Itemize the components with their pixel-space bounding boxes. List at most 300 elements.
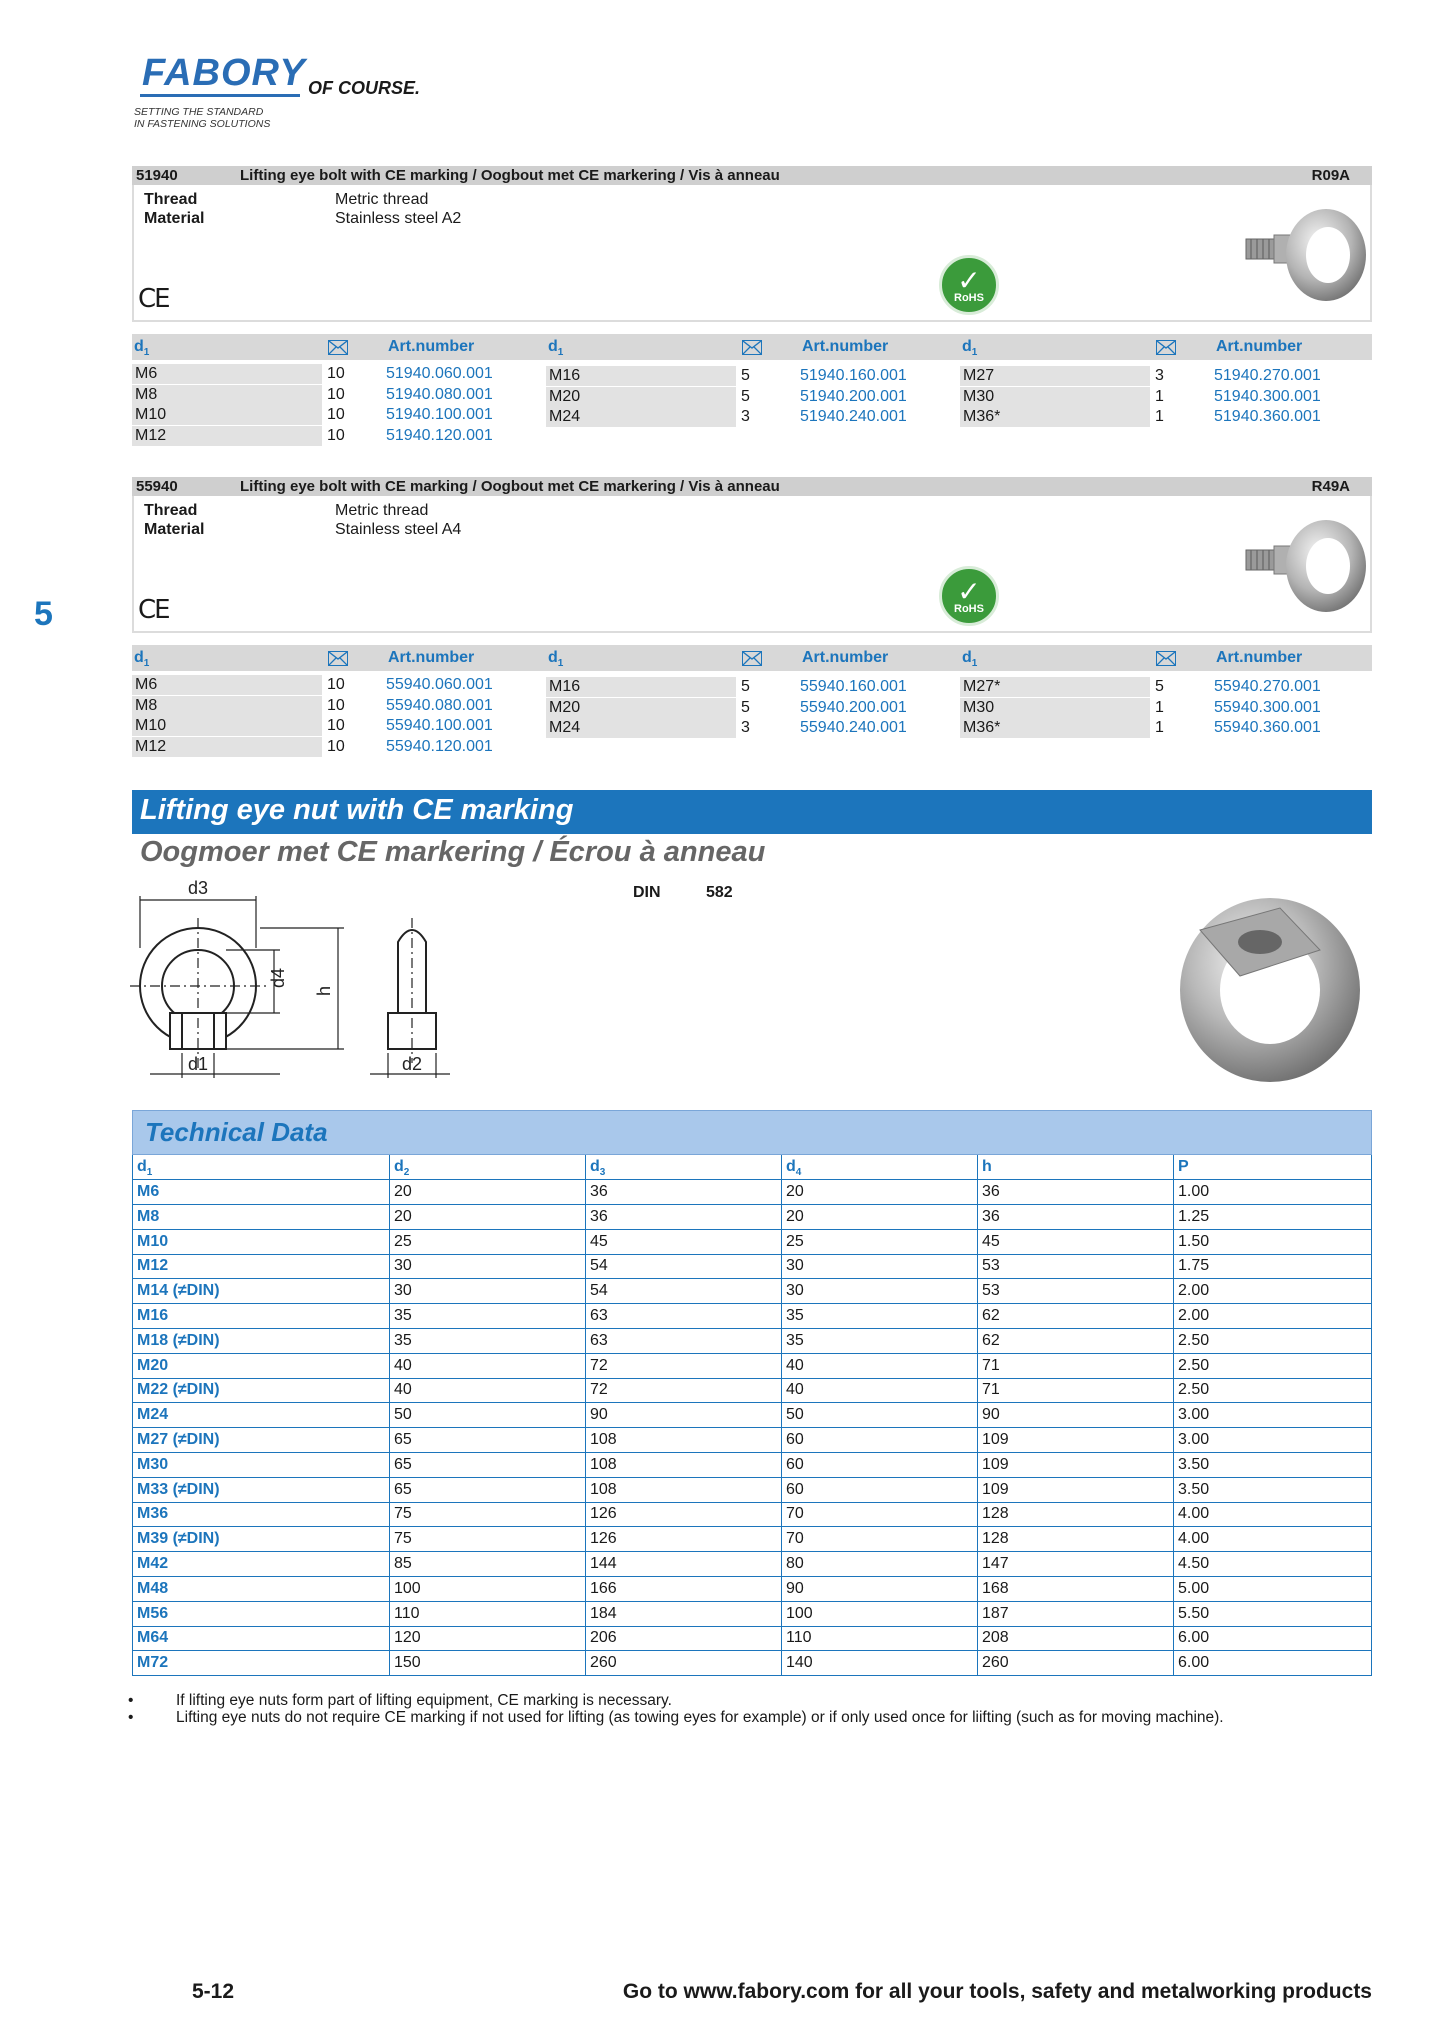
table-cell: 100 [389,1577,585,1602]
article-d1: M16 [546,366,736,386]
table-cell: 63 [585,1304,781,1329]
table-cell: 184 [585,1602,781,1627]
article-d1: M10 [132,716,322,736]
article-d1: M27 [960,366,1150,386]
article-d1: M30 [960,698,1150,718]
technical-column-header: h [977,1155,1173,1180]
table-cell: 108 [585,1478,781,1503]
table-cell: 4.50 [1173,1552,1373,1577]
thread-value: Metric thread [335,502,429,519]
technical-column-header: $d_2$ [389,1155,585,1180]
article-row [960,698,1370,718]
logo-tagline-2: IN FASTENING SOLUTIONS [134,118,271,130]
article-row [132,426,542,446]
column-art-number: Art.number [1216,338,1303,355]
check-icon: ✓ [957,265,981,296]
article-row [546,677,956,697]
table-cell: 20 [389,1205,585,1230]
column-d1: $d_1$ [548,338,564,359]
table-row [132,1651,1372,1676]
table-cell: 30 [389,1254,585,1279]
table-cell: M18 (≠DIN) [137,1331,220,1349]
article-row [960,718,1370,738]
table-cell: 50 [389,1403,585,1428]
table-cell: 2.50 [1173,1354,1373,1379]
table-cell: 128 [977,1502,1173,1527]
column-d1: $d_1$ [134,338,150,359]
table-cell: 260 [585,1651,781,1676]
table-cell: 110 [389,1602,585,1627]
product-ref: R49A [1311,478,1350,495]
table-cell: M6 [137,1183,160,1200]
product-block [132,166,1372,322]
label-h: h [314,985,334,996]
logo-tagline-1: SETTING THE STANDARD [134,106,264,118]
technical-data-title: Technical Data [145,1117,328,1147]
article-qty: 10 [327,676,345,693]
column-d1: $d_1$ [548,649,564,670]
table-cell: 110 [781,1626,977,1651]
product-block [132,477,1372,633]
table-cell: 109 [977,1453,1173,1478]
table-cell: 150 [389,1651,585,1676]
label-d2: d2 [402,1054,423,1074]
article-qty: 5 [1155,678,1164,695]
table-cell: 2.00 [1173,1279,1373,1304]
article-number-link[interactable]: 51940.060.001 [386,365,493,382]
table-cell: 166 [585,1577,781,1602]
table-cell: 40 [781,1378,977,1403]
column-d1: $d_1$ [962,649,978,670]
table-cell: 3.00 [1173,1428,1373,1453]
table-cell: 260 [977,1651,1173,1676]
material-label: Material [144,521,205,538]
table-cell: M39 (≠DIN) [137,1530,220,1548]
envelope-icon [328,651,348,666]
table-cell: 65 [389,1428,585,1453]
article-qty: 5 [741,678,750,695]
envelope-icon [742,651,762,666]
table-cell: M56 [137,1604,169,1622]
table-cell: 25 [781,1230,977,1255]
article-d1: M24 [546,718,736,738]
column-d1: $d_1$ [962,338,978,359]
table-cell: 85 [389,1552,585,1577]
product-title: Lifting eye bolt with CE marking / Oogbout met CE markering / Vis à anneau [240,478,780,495]
article-number-link[interactable]: 51940.270.001 [1214,367,1321,384]
article-row [960,387,1370,407]
table-cell: 20 [781,1180,977,1205]
section-title: Lifting eye nut with CE marking [140,794,574,826]
table-row [132,1304,1372,1329]
ce-mark: CE [138,595,169,625]
table-cell: 36 [977,1180,1173,1205]
column-art-number: Art.number [802,649,889,666]
envelope-icon [742,340,762,355]
product-header [132,166,1372,185]
table-cell: 20 [389,1180,585,1205]
article-d1: M8 [132,385,322,405]
article-number-link[interactable]: 51940.200.001 [800,387,907,405]
table-cell: 4.00 [1173,1527,1373,1552]
table-cell: 30 [781,1279,977,1304]
table-cell: 71 [977,1378,1173,1403]
article-number-link[interactable]: 55940.270.001 [1214,678,1321,695]
label-d4: d4 [268,967,288,988]
table-cell: 1.50 [1173,1230,1373,1255]
article-qty: 10 [327,426,345,444]
table-cell: M42 [137,1555,169,1572]
article-d1: M20 [546,698,736,718]
table-row [132,1354,1372,1379]
note-item: • Lifting eye nuts do not require CE marking if not used for lifting (as towing eyes for example) or if only used once for liifting (such as for moving machine). [128,1709,1224,1726]
logo-suffix: OF COURSE. [308,78,421,98]
table-cell: 40 [389,1354,585,1379]
page-number: 5-12 [192,1980,235,2003]
footer-text: Go to www.fabory.com for all your tools, safety and metalworking products [622,1980,1372,2003]
table-cell: 35 [781,1304,977,1329]
article-qty: 5 [741,698,750,716]
table-cell: 62 [977,1304,1173,1329]
fabory-logo [132,52,432,132]
table-cell: 36 [585,1205,781,1230]
table-row [132,1478,1372,1503]
article-qty: 1 [1155,698,1164,716]
logo-tagline [134,106,270,130]
table-cell: 144 [585,1552,781,1577]
article-row [132,385,542,405]
table-cell: 5.00 [1173,1577,1373,1602]
table-cell: 5.50 [1173,1602,1373,1627]
table-cell: 147 [977,1552,1173,1577]
article-row [132,716,542,736]
rohs-label: RoHS [954,292,984,304]
article-number-link[interactable]: 55940.300.001 [1214,698,1321,716]
article-qty: 10 [327,385,345,403]
table-cell: 108 [585,1453,781,1478]
article-qty: 1 [1155,719,1164,736]
thread-label: Thread [144,191,198,208]
table-cell: 109 [977,1478,1173,1503]
table-cell: 6.00 [1173,1626,1373,1651]
table-cell: M8 [137,1207,160,1225]
article-d1: M36* [960,407,1150,427]
table-cell: 54 [585,1254,781,1279]
table-cell: 90 [977,1403,1173,1428]
table-cell: 45 [977,1230,1173,1255]
article-row [960,677,1370,697]
technical-header-row [132,1155,1372,1180]
table-cell: 3.00 [1173,1403,1373,1428]
technical-column-header: $d_3$ [585,1155,781,1180]
article-d1: M12 [132,426,322,446]
table-cell: 70 [781,1527,977,1552]
table-row [132,1254,1372,1279]
product-code: 55940 [136,478,178,495]
logo-brand: FABORY [142,52,306,94]
section-title-bar [132,790,1372,834]
table-cell: 70 [781,1502,977,1527]
table-cell: 35 [781,1329,977,1354]
label-d3: d3 [188,878,209,898]
table-cell: M64 [137,1629,169,1647]
column-art-number: Art.number [1216,649,1303,666]
table-cell: 60 [781,1453,977,1478]
table-cell: 1.25 [1173,1205,1373,1230]
article-d1: M30 [960,387,1150,407]
material-row [144,520,461,539]
article-table [132,334,1372,444]
table-row [132,1453,1372,1478]
technical-data-table [132,1110,1372,1672]
table-cell: 140 [781,1651,977,1676]
thread-value: Metric thread [335,191,429,208]
column-d1: $d_1$ [134,649,150,670]
table-row [132,1552,1372,1577]
product-ref: R09A [1311,167,1350,184]
column-art-number: Art.number [388,338,475,355]
technical-drawing [130,878,470,1088]
material-value: Stainless steel A4 [335,521,462,538]
article-qty: 1 [1155,387,1164,405]
table-cell: 40 [781,1354,977,1379]
table-cell: 6.00 [1173,1651,1373,1676]
notes [128,1692,1224,1726]
article-number-link[interactable]: 55940.080.001 [386,696,493,714]
table-cell: 1.00 [1173,1180,1373,1205]
article-row [546,698,956,718]
envelope-icon [328,340,348,355]
article-qty: 10 [327,717,345,734]
thread-row [144,501,428,520]
article-number-link[interactable]: 51940.160.001 [800,367,907,384]
table-cell: 3.50 [1173,1453,1373,1478]
material-row [144,209,461,228]
table-cell: 126 [585,1527,781,1552]
eye-nut-image [1160,880,1370,1090]
table-row [132,1205,1372,1230]
article-qty: 3 [741,719,750,736]
table-cell: 75 [389,1527,585,1552]
table-row [132,1428,1372,1453]
product-title: Lifting eye bolt with CE marking / Oogbout met CE markering / Vis à anneau [240,167,780,184]
article-number-link[interactable]: 55940.160.001 [800,678,907,695]
table-cell: 80 [781,1552,977,1577]
column-art-number: Art.number [388,649,475,666]
article-qty: 3 [741,408,750,425]
table-cell: 62 [977,1329,1173,1354]
table-cell: 35 [389,1304,585,1329]
article-number-link[interactable]: 55940.120.001 [386,737,493,755]
article-row [132,696,542,716]
article-d1: M12 [132,737,322,757]
article-row [132,364,542,384]
table-row [132,1279,1372,1304]
material-label: Material [144,210,205,227]
din-label: DIN [633,884,661,901]
table-cell: 36 [585,1180,781,1205]
thread-label: Thread [144,502,198,519]
technical-data-header [132,1110,1372,1155]
table-row [132,1378,1372,1403]
column-art-number: Art.number [802,338,889,355]
din-value: 582 [706,884,733,901]
article-table-header [132,334,1372,360]
article-d1: M20 [546,387,736,407]
table-cell: M12 [137,1257,169,1275]
table-cell: 54 [585,1279,781,1304]
table-cell: 30 [389,1279,585,1304]
article-row [546,387,956,407]
table-cell: 53 [977,1254,1173,1279]
technical-column-header: $d_4$ [781,1155,977,1180]
table-cell: 35 [389,1329,585,1354]
product-body [132,496,1372,633]
table-cell: 65 [389,1453,585,1478]
article-d1: M27* [960,677,1150,697]
product-code: 51940 [136,167,178,184]
table-cell: 72 [585,1378,781,1403]
label-d1: d1 [188,1054,209,1074]
technical-column-header: P [1173,1155,1373,1180]
rohs-badge [939,255,999,315]
table-cell: 36 [977,1205,1173,1230]
table-cell: M48 [137,1579,169,1597]
article-d1: M6 [132,364,322,384]
article-qty: 10 [327,696,345,714]
technical-column-header: $d_1$ [137,1158,153,1179]
material-value: Stainless steel A2 [335,210,462,227]
article-qty: 5 [741,387,750,405]
envelope-icon [1156,651,1176,666]
product-header [132,477,1372,496]
table-cell: 63 [585,1329,781,1354]
product-body [132,185,1372,322]
article-table-header [132,645,1372,671]
table-cell: 25 [389,1230,585,1255]
table-cell: 53 [977,1279,1173,1304]
table-row [132,1180,1372,1205]
rohs-badge [939,566,999,626]
table-row [132,1502,1372,1527]
article-d1: M16 [546,677,736,697]
table-cell: 60 [781,1428,977,1453]
article-qty: 10 [327,406,345,423]
article-qty: 3 [1155,367,1164,384]
table-cell: 108 [585,1428,781,1453]
article-number-link[interactable]: 51940.240.001 [800,408,907,425]
envelope-icon [1156,340,1176,355]
table-cell: 90 [585,1403,781,1428]
table-cell: 71 [977,1354,1173,1379]
article-d1: M6 [132,675,322,695]
article-d1: M8 [132,696,322,716]
table-cell: M14 (≠DIN) [137,1282,220,1300]
table-row [132,1329,1372,1354]
table-cell: 126 [585,1502,781,1527]
table-row [132,1230,1372,1255]
article-row [132,737,542,757]
table-cell: 2.50 [1173,1378,1373,1403]
chapter-number: 5 [34,595,53,633]
article-number-link[interactable]: 55940.060.001 [386,676,493,693]
article-qty: 5 [741,367,750,384]
table-row [132,1626,1372,1651]
table-cell: M10 [137,1232,169,1250]
table-cell: 30 [781,1254,977,1279]
table-cell: M20 [137,1356,169,1374]
table-cell: M22 (≠DIN) [137,1381,220,1399]
article-table [132,645,1372,755]
article-qty: 10 [327,365,345,382]
table-cell: 109 [977,1428,1173,1453]
logo-underline [140,94,300,97]
note-item: • If lifting eye nuts form part of lifting equipment, CE marking is necessary. [128,1692,1224,1709]
table-cell: 2.00 [1173,1304,1373,1329]
article-number-link[interactable]: 55940.100.001 [386,717,493,734]
article-d1: M24 [546,407,736,427]
table-row [132,1602,1372,1627]
table-cell: 1.75 [1173,1254,1373,1279]
check-icon: ✓ [957,576,981,607]
table-cell: 206 [585,1626,781,1651]
article-number-link[interactable]: 51940.120.001 [386,426,493,444]
table-cell: 60 [781,1478,977,1503]
eye-bolt-image [1242,205,1368,305]
article-d1: M36* [960,718,1150,738]
article-number-link[interactable]: 51940.300.001 [1214,387,1321,405]
article-number-link[interactable]: 51940.360.001 [1214,408,1321,425]
article-number-link[interactable]: 51940.080.001 [386,385,493,403]
article-d1: M10 [132,405,322,425]
article-number-link[interactable]: 55940.360.001 [1214,719,1321,736]
table-cell: M72 [137,1654,169,1672]
table-cell: 187 [977,1602,1173,1627]
thread-row [144,190,428,209]
table-cell: 20 [781,1205,977,1230]
table-cell: 120 [389,1626,585,1651]
table-cell: 208 [977,1626,1173,1651]
table-row [132,1527,1372,1552]
table-cell: 90 [781,1577,977,1602]
article-row [960,407,1370,427]
table-cell: 2.50 [1173,1329,1373,1354]
article-row [132,675,542,695]
eye-bolt-image [1242,516,1368,616]
article-row [546,718,956,738]
table-cell: 4.00 [1173,1502,1373,1527]
article-row [960,366,1370,386]
table-cell: 3.50 [1173,1478,1373,1503]
table-cell: 40 [389,1378,585,1403]
article-row [546,407,956,427]
rohs-label: RoHS [954,603,984,615]
article-number-link[interactable]: 51940.100.001 [386,406,493,423]
table-cell: 72 [585,1354,781,1379]
table-cell: M16 [137,1307,169,1324]
table-cell: 75 [389,1502,585,1527]
article-number-link[interactable]: 55940.200.001 [800,698,907,716]
article-number-link[interactable]: 55940.240.001 [800,719,907,736]
table-cell: 128 [977,1527,1173,1552]
table-cell: M33 (≠DIN) [137,1480,220,1498]
table-cell: M24 [137,1406,169,1424]
table-cell: M27 (≠DIN) [137,1431,220,1448]
ce-mark: CE [138,284,169,314]
table-cell: 45 [585,1230,781,1255]
article-qty: 1 [1155,408,1164,425]
section-subtitle: Oogmoer met CE markering / Écrou à anneau [140,836,766,868]
